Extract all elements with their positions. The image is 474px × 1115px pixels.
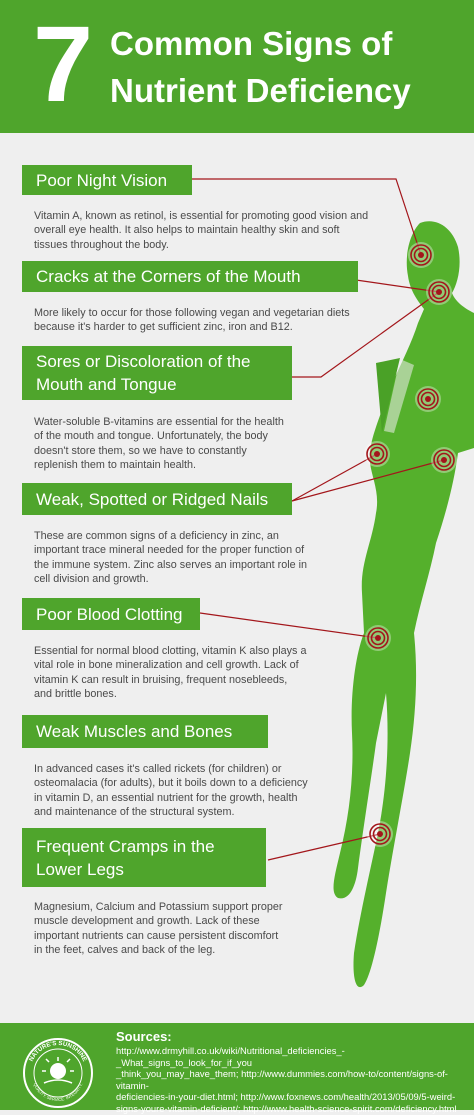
sign-desc-4-line-3: the immune system. Zinc also serves an important role in bbox=[34, 558, 308, 571]
sign-desc-6-line-1: In advanced cases it's called rickets (for children) or bbox=[34, 763, 282, 775]
sign-desc-4-line-2: important trace mineral needed for the proper function of bbox=[34, 544, 305, 557]
connector-line-5 bbox=[292, 460, 444, 501]
target-marker-7 bbox=[367, 821, 393, 847]
main-content bbox=[0, 133, 474, 1023]
sign-desc-6 bbox=[34, 762, 308, 819]
sign-desc-2-line-1: More likely to occur for those following vegan and vegetarian diets bbox=[34, 307, 350, 319]
sign-desc-6-line-4: and maintenance of the structural system. bbox=[34, 805, 235, 818]
header-banner bbox=[0, 0, 474, 133]
sign-desc-6-line-3: in vitamin D, an essential nutrient for the growth, health bbox=[34, 791, 298, 804]
sign-desc-6-line-2: osteomalacia (for adults), but it boils down to a deficiency bbox=[34, 777, 308, 790]
sign-title-5: Poor Blood Clotting bbox=[36, 604, 183, 624]
sign-title-box-2 bbox=[22, 261, 358, 292]
sign-title-4: Weak, Spotted or Ridged Nails bbox=[36, 489, 269, 509]
sign-desc-5 bbox=[34, 644, 306, 701]
sign-desc-1-line-2: overall eye health. It also helps to maintain healthy skin and soft bbox=[34, 224, 340, 237]
sign-desc-5-line-1: Essential for normal blood clotting, vitamin K also plays a bbox=[34, 645, 307, 657]
sign-title-2: Cracks at the Corners of the Mouth bbox=[36, 267, 301, 286]
sign-desc-1-line-3: tissues throughout the body. bbox=[34, 238, 169, 251]
sign-desc-3-line-2: of the mouth and tongue. Unfortunately, the body bbox=[34, 430, 268, 443]
sign-title-box-7 bbox=[22, 828, 266, 887]
sign-title-box-4 bbox=[22, 483, 292, 515]
sign-title-7-line-1: Frequent Cramps in the bbox=[36, 836, 215, 856]
sign-desc-3-line-1: Water-soluble B-vitamins are essential for the health bbox=[34, 416, 284, 428]
target-marker-5 bbox=[431, 447, 457, 473]
connector-line-4 bbox=[292, 454, 377, 501]
sign-desc-5-line-4: and brittle bones. bbox=[34, 687, 117, 700]
page-title-line-1: Common Signs of bbox=[110, 25, 393, 62]
svg-text:QUALITY. SERVICE. INTEGRITY. bbox=[33, 1082, 84, 1102]
sign-desc-5-line-3: vitamin K can result in bruising, frequent nosebleeds, bbox=[34, 673, 288, 686]
sign-title-3-line-1: Sores or Discoloration of the bbox=[36, 352, 251, 371]
sign-desc-1-line-1: Vitamin A, known as retinol, is essential for promoting good vision and bbox=[34, 210, 369, 222]
sign-desc-7-line-2: muscle development and growth. Lack of these bbox=[34, 915, 260, 928]
sign-title-1: Poor Night Vision bbox=[36, 170, 168, 190]
logo-text-top: NATURE'S SUNSHINE bbox=[27, 1039, 89, 1063]
sign-title-3-line-2: Mouth and Tongue bbox=[36, 375, 177, 394]
sign-desc-7 bbox=[34, 900, 282, 957]
source-link-line-1[interactable]: http://www.drmyhill.co.uk/wiki/Nutritional_deficiencies_-_What_signs_to_look_for_if_you bbox=[116, 1045, 345, 1068]
footer bbox=[0, 1023, 474, 1114]
title-number: 7 bbox=[33, 3, 94, 124]
sign-desc-4-line-1: These are common signs of a deficiency in zinc, an bbox=[34, 530, 279, 542]
logo-text-bottom: QUALITY. SERVICE. INTEGRITY. bbox=[32, 1082, 84, 1103]
source-link-line-4[interactable]: signs-youre-vitamin-deficient/; http://www.health-science-spirit.com/deficiency.html bbox=[116, 1102, 457, 1114]
connector-line-7 bbox=[268, 834, 380, 860]
sign-desc-3 bbox=[34, 415, 284, 472]
sign-title-7-line-2: Lower Legs bbox=[36, 859, 124, 879]
source-link-line-2[interactable]: _think_you_may_have_them; http://www.dummies.com/how-to/content/signs-of-vitamin- bbox=[116, 1068, 448, 1091]
sign-desc-3-line-4: replenish them to maintain health. bbox=[34, 458, 197, 471]
target-marker-4 bbox=[364, 441, 390, 467]
target-marker-3 bbox=[415, 386, 441, 412]
sign-title-box-5 bbox=[22, 598, 200, 630]
sign-desc-5-line-2: vital role in bone mineralization and cell growth. Lack of bbox=[34, 659, 299, 672]
sources-heading: Sources: bbox=[116, 1029, 172, 1044]
source-link-line-3[interactable]: deficiencies-in-your-diet.html; http://www.foxnews.com/health/2013/05/09/5-weird- bbox=[116, 1091, 456, 1103]
sign-title-box-6 bbox=[22, 715, 268, 748]
sign-desc-2 bbox=[34, 306, 350, 335]
sign-title-box-1 bbox=[22, 165, 192, 195]
sign-desc-4-line-4: cell division and growth. bbox=[34, 572, 149, 585]
sign-desc-2-line-2: because it's harder to get sufficient zinc, iron and B12. bbox=[34, 321, 293, 334]
target-marker-6 bbox=[365, 625, 391, 651]
target-marker-1 bbox=[408, 242, 434, 268]
sign-title-6: Weak Muscles and Bones bbox=[36, 722, 233, 741]
sign-title-box-3 bbox=[22, 346, 292, 400]
sources-list bbox=[116, 1045, 466, 1115]
natures-sunshine-logo bbox=[22, 1037, 94, 1109]
sign-desc-1 bbox=[34, 209, 368, 252]
sign-desc-7-line-1: Magnesium, Calcium and Potassium support proper bbox=[34, 901, 283, 913]
page-title-line-2: Nutrient Deficiency bbox=[110, 72, 411, 109]
sign-desc-7-line-3: important nutrients can cause persistent discomfort bbox=[34, 929, 279, 942]
target-marker-2 bbox=[426, 279, 452, 305]
sign-desc-3-line-3: doesn't store them, so we have to constantly bbox=[34, 444, 247, 457]
sign-desc-4 bbox=[34, 529, 307, 586]
sign-desc-7-line-4: in the feet, calves and back of the leg. bbox=[34, 943, 216, 956]
connector-line-6 bbox=[200, 613, 378, 638]
